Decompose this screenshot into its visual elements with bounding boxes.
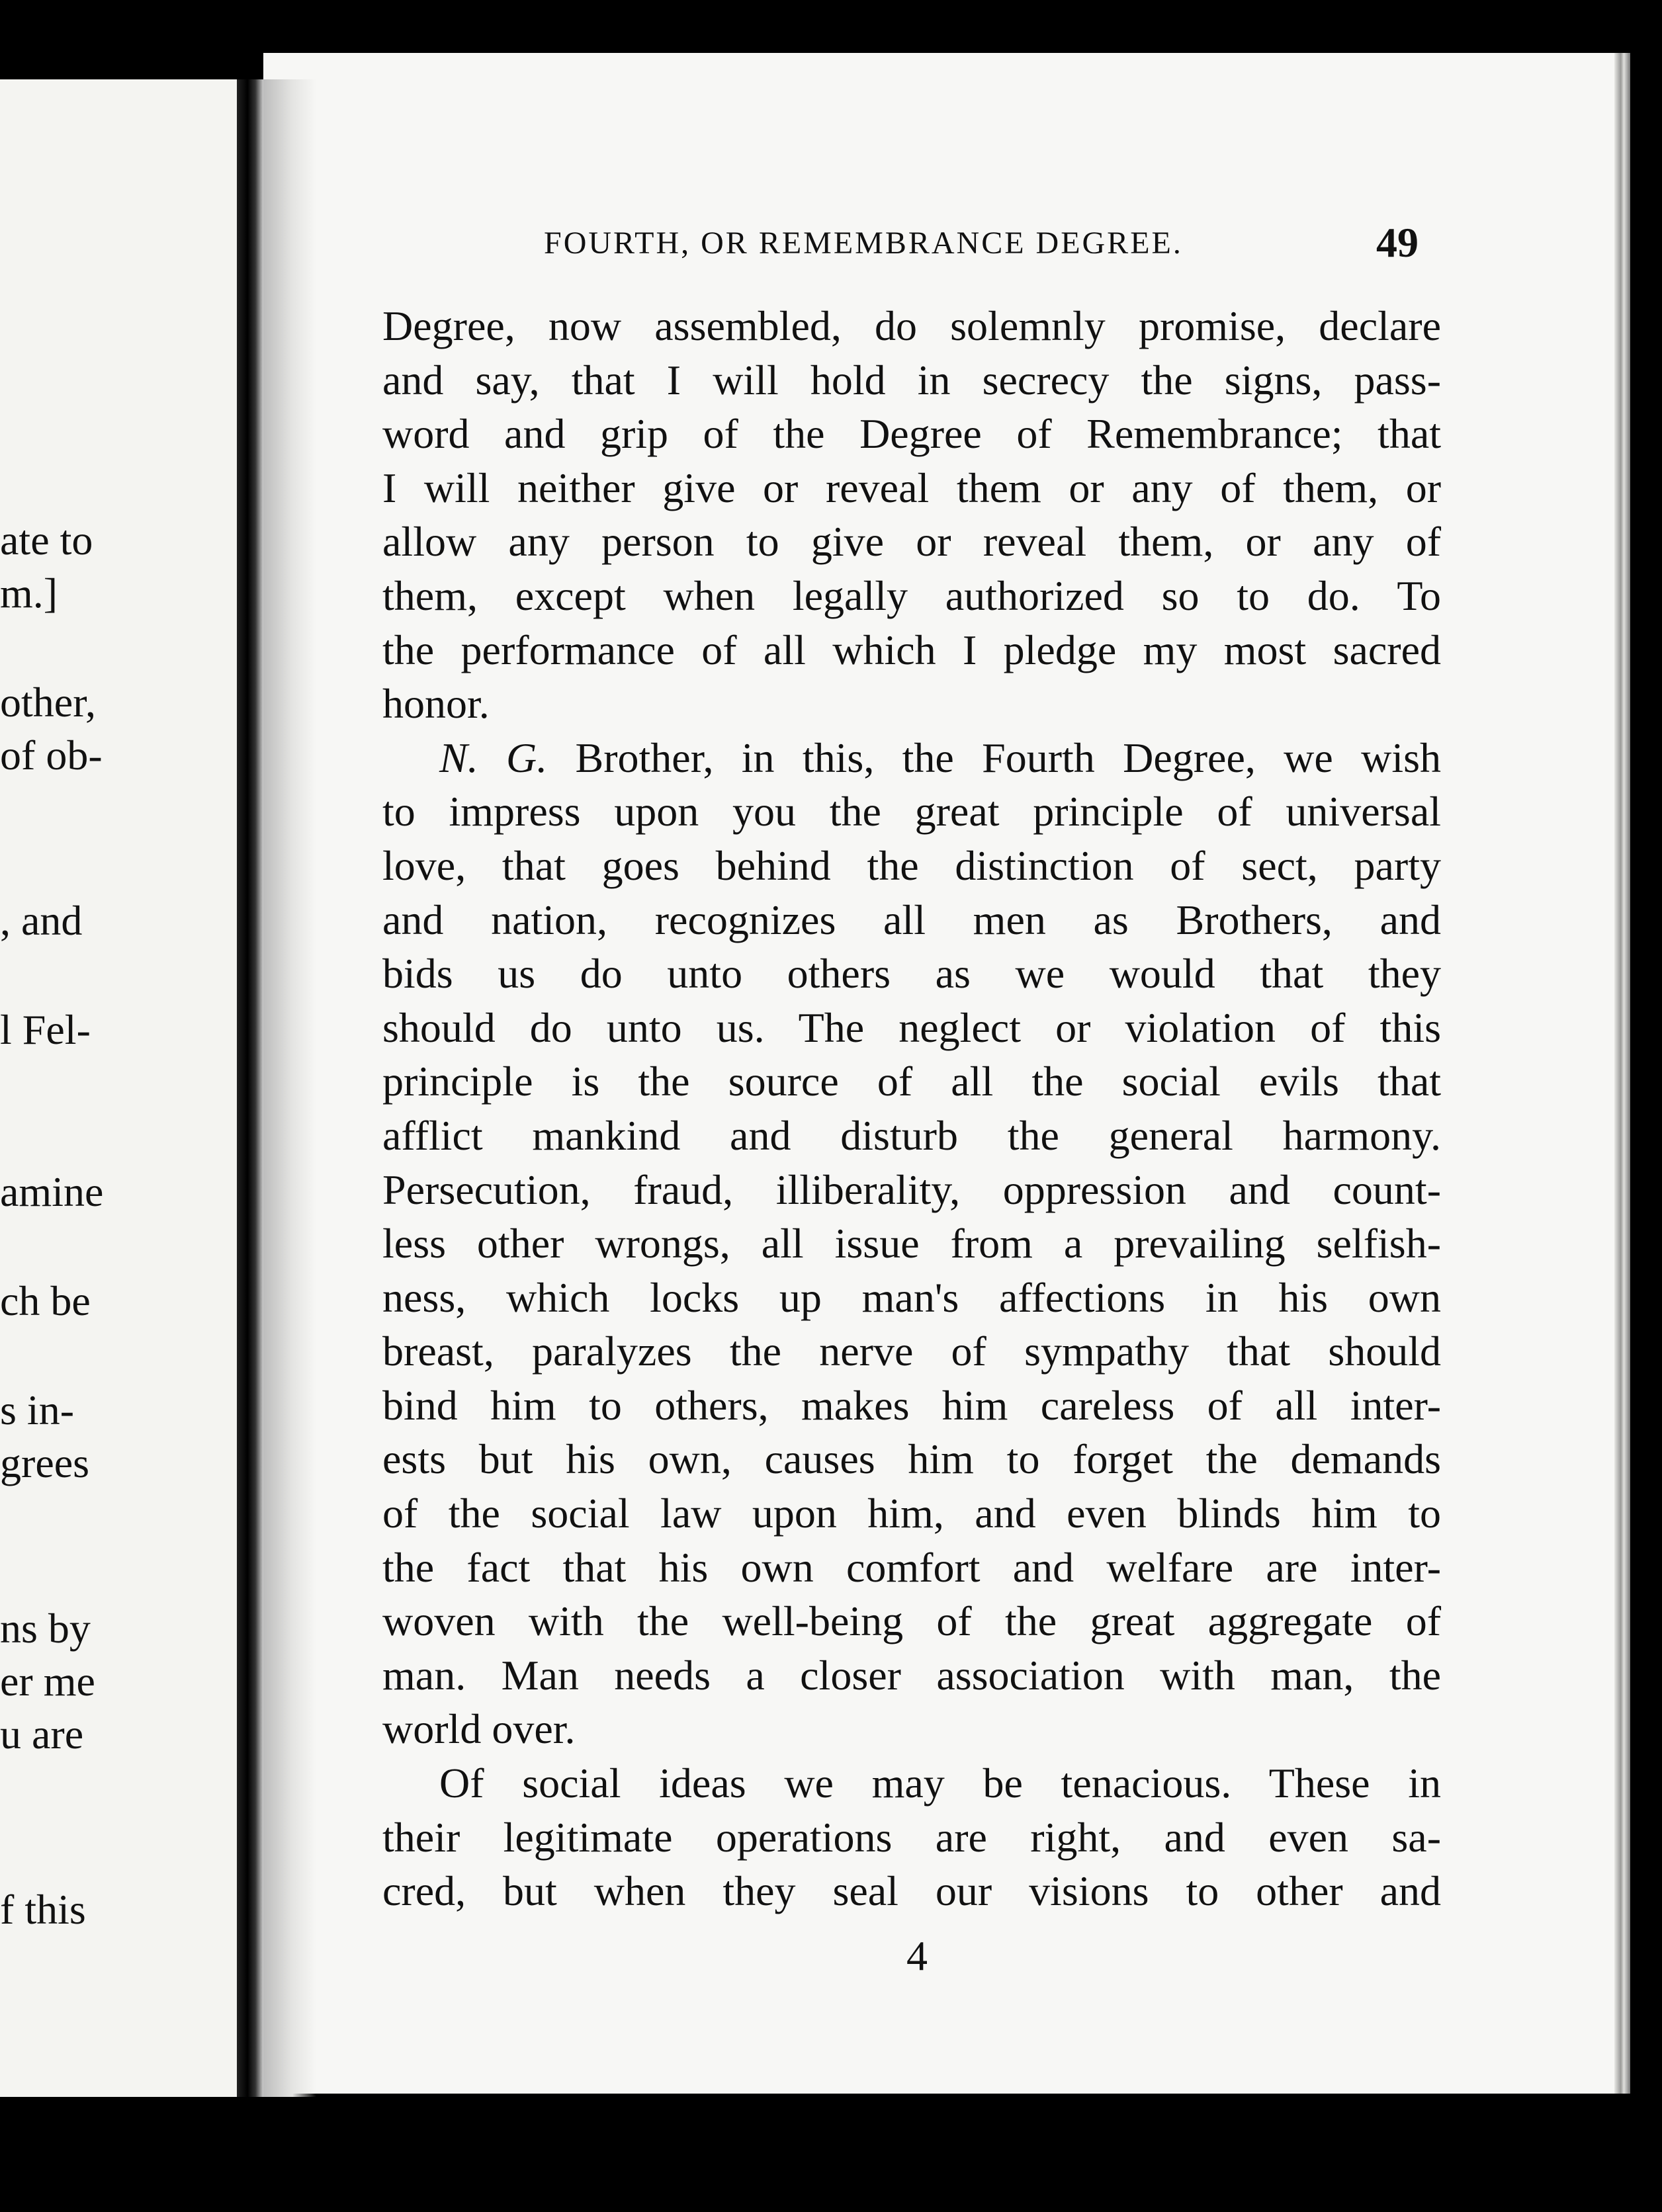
text-line: bids us do unto others as we would that they	[382, 950, 1441, 998]
page-number: 49	[1376, 219, 1419, 266]
text-line: world over.	[382, 1705, 576, 1753]
book-gutter	[237, 79, 263, 2097]
text-line: their legitimate operations are right, and even sa-	[382, 1813, 1441, 1861]
signature-mark: 4	[906, 1932, 928, 1979]
left-page-line: m.]	[0, 570, 58, 617]
left-page-line: l Fel-	[0, 1006, 91, 1053]
gutter-shadow	[263, 79, 316, 2097]
left-page-line: of ob-	[0, 732, 103, 779]
text-line: the fact that his own comfort and welfare are inter-	[382, 1543, 1441, 1591]
speaker-label: N. G.	[439, 734, 548, 781]
left-page-line: u are	[0, 1711, 84, 1758]
left-page-line: , and	[0, 897, 83, 944]
text-line: I will neither give or reveal them or any of them, or	[382, 464, 1441, 511]
text-line: and nation, recognizes all men as Brothers, and	[382, 896, 1441, 943]
text-line: honor.	[382, 680, 490, 728]
text-line: of the social law upon him, and even blinds him to	[382, 1490, 1441, 1537]
text-line	[382, 731, 1441, 785]
left-page-line: other,	[0, 679, 96, 726]
text-line: woven with the well-being of the great aggregate of	[382, 1597, 1441, 1645]
left-page-line: f this	[0, 1886, 86, 1933]
line-text: Brother, in this, the Fourth Degree, we wish	[547, 734, 1442, 781]
left-page-line: ch be	[0, 1277, 91, 1324]
text-line: them, except when legally authorized so to do. To	[382, 572, 1441, 619]
left-page-fragment	[0, 79, 245, 2097]
text-line: bind him to others, makes him careless of all inter-	[382, 1381, 1441, 1429]
left-page-line: grees	[0, 1439, 90, 1486]
left-page-line: amine	[0, 1168, 104, 1215]
text-line: cred, but when they seal our visions to other and	[382, 1867, 1441, 1915]
body-text	[382, 299, 1441, 1918]
text-line: afflict mankind and disturb the general harmony.	[382, 1111, 1441, 1159]
text-line: to impress upon you the great principle of universal	[382, 788, 1441, 835]
text-line: and say, that I will hold in secrecy the signs, pass-	[382, 356, 1441, 404]
text-line: ests but his own, causes him to forget the demands	[382, 1435, 1441, 1483]
left-page-line: er me	[0, 1658, 95, 1705]
left-page-line: s in-	[0, 1386, 74, 1433]
running-head: FOURTH, OR REMEMBRANCE DEGREE.	[544, 226, 1183, 261]
text-line: allow any person to give or reveal them, or any of	[382, 518, 1441, 566]
text-line: the performance of all which I pledge my most sacred	[382, 626, 1441, 673]
text-line: ness, which locks up man's affections in his own	[382, 1273, 1441, 1321]
text-line: Of social ideas we may be tenacious. These in	[439, 1760, 1441, 1807]
text-line: man. Man needs a closer association with man, the	[382, 1651, 1441, 1699]
left-page-line: ns by	[0, 1605, 91, 1652]
left-page-line: ate to	[0, 517, 93, 564]
text-line: love, that goes behind the distinction of sect, party	[382, 841, 1441, 889]
text-line: Degree, now assembled, do solemnly promise, declare	[382, 302, 1441, 349]
page-edge	[1614, 53, 1630, 2094]
text-line: should do unto us. The neglect or violation of this	[382, 1003, 1441, 1051]
text-line: word and grip of the Degree of Remembrance; that	[382, 410, 1441, 458]
text-line: principle is the source of all the social evils that	[382, 1058, 1441, 1105]
text-line: Persecution, fraud, illiberality, oppression and count-	[382, 1166, 1441, 1213]
text-line: breast, paralyzes the nerve of sympathy that should	[382, 1328, 1441, 1375]
text-line: less other wrongs, all issue from a prevailing selfish-	[382, 1220, 1441, 1267]
